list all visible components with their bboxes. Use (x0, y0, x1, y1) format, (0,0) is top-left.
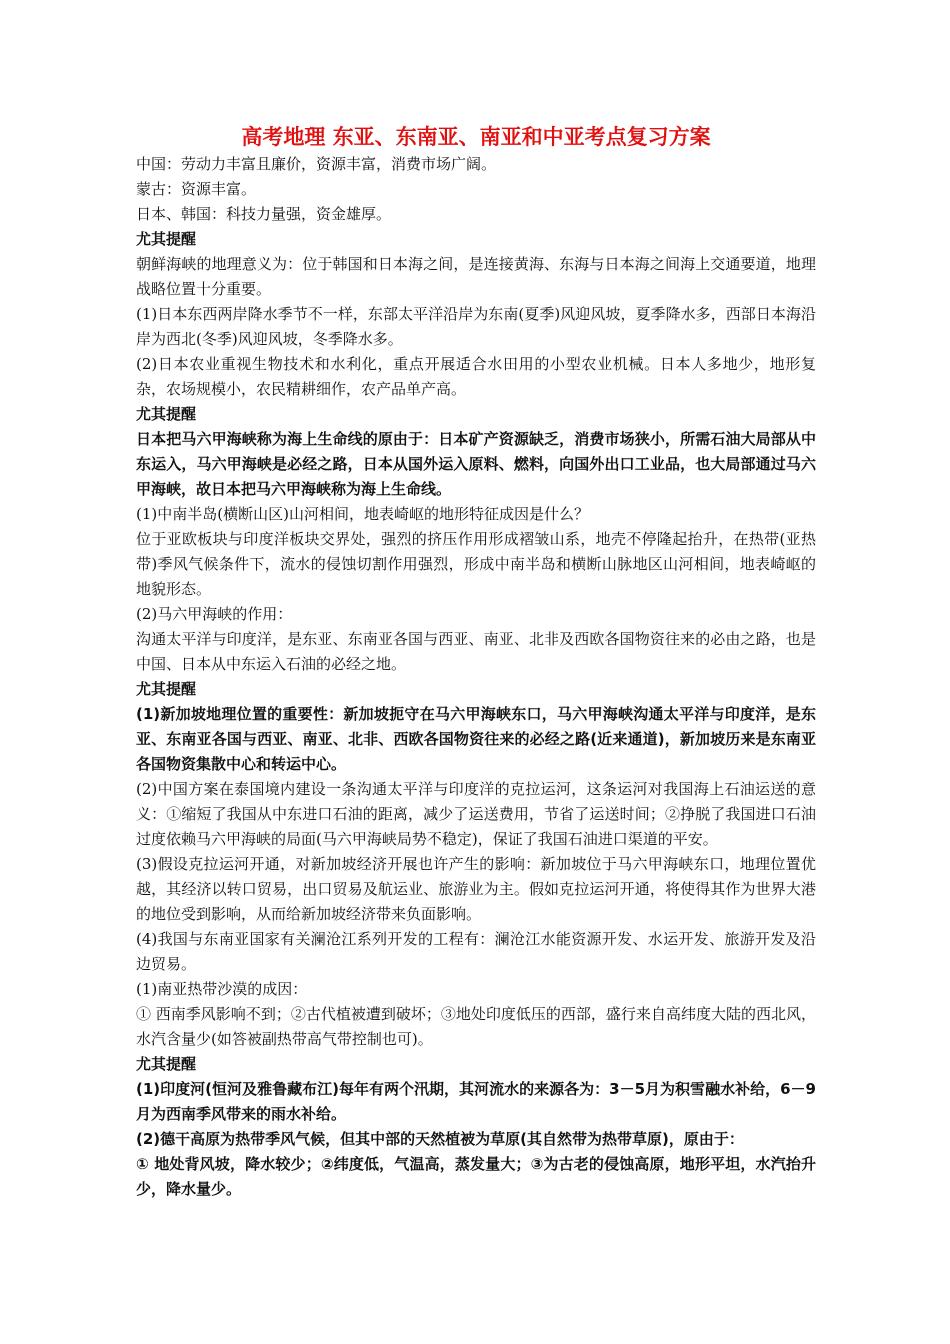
document-page (136, 122, 816, 1202)
section-heading: 尤其提醒 (136, 405, 197, 423)
paragraph: 日本、韩国：科技力量强，资金雄厚。 (136, 205, 392, 223)
paragraph: (4)我国与东南亚国家有关澜沧江系列开发的工程有：澜沧江水能资源开发、水运开发、旅游开发及沿边贸易。 (136, 930, 816, 973)
bold-paragraph: (1)新加坡地理位置的重要性：新加坡扼守在马六甲海峡东口，马六甲海峡沟通太平洋与印度洋，是东亚、东南亚各国与西亚、南亚、北非、西欧各国物资往来的必经之路(近来通道)，新加坡历来是东南亚各国物资集散中心和转运中心。 (136, 705, 816, 773)
section-heading: 尤其提醒 (136, 230, 197, 248)
paragraph: (1)南亚热带沙漠的成因： (136, 980, 308, 998)
paragraph: (3)假设克拉运河开通，对新加坡经济开展也许产生的影响：新加坡位于马六甲海峡东口，地理位置优越，其经济以转口贸易，出口贸易及航运业、旅游业为主。假如克拉运河开通，将使得其作为世界大港的地位受到影响，从而给新加坡经济带来负面影响。 (136, 855, 816, 923)
paragraph: (2)日本农业重视生物技术和水利化，重点开展适合水田用的小型农业机械。日本人多地少，地形复杂，农场规模小，农民精耕细作，农产品单产高。 (136, 355, 816, 398)
paragraph: 位于亚欧板块与印度洋板块交界处，强烈的挤压作用形成褶皱山系，地壳不停隆起抬升，在热带(亚热带)季风气候条件下，流水的侵蚀切割作用强烈，形成中南半岛和横断山脉地区山河相间，地表崎岖的地貌形态。 (136, 530, 816, 598)
paragraph: (1)中南半岛(横断山区)山河相间，地表崎岖的地形特征成因是什么？ (136, 505, 589, 523)
bold-paragraph: 日本把马六甲海峡称为海上生命线的原由于：日本矿产资源缺乏，消费市场狭小，所需石油大局部从中东运入，马六甲海峡是必经之路，日本从国外运入原料、燃料，向国外出口工业品，也大局部通过马六甲海峡，故日本把马六甲海峡称为海上生命线。 (136, 430, 816, 498)
document-title: 高考地理 东亚、东南亚、南亚和中亚考点复习方案 (241, 125, 711, 149)
paragraph: 中国：劳动力丰富且廉价，资源丰富，消费市场广阔。 (136, 155, 497, 173)
paragraph: 朝鲜海峡的地理意义为：位于韩国和日本海之间，是连接黄海、东海与日本海之间海上交通要道，地理战略位置十分重要。 (136, 255, 816, 298)
paragraph: (2)中国方案在泰国境内建设一条沟通太平洋与印度洋的克拉运河，这条运河对我国海上石油运送的意义：①缩短了我国从中东进口石油的距离，减少了运送费用，节省了运送时间；②挣脱了我国进口石油过度依赖马六甲海峡的局面(马六甲海峡局势不稳定)，保证了我国石油进口渠道的平安。 (136, 780, 816, 848)
section-heading: 尤其提醒 (136, 680, 197, 698)
bold-paragraph: ① 地处背风坡，降水较少；②纬度低，气温高，蒸发量大；③为古老的侵蚀高原，地形平坦，水汽抬升少，降水量少。 (136, 1155, 816, 1198)
paragraph: 蒙古：资源丰富。 (136, 180, 257, 198)
paragraph: 沟通太平洋与印度洋，是东亚、东南亚各国与西亚、南亚、北非及西欧各国物资往来的必由之路，也是中国、日本从中东运入石油的必经之地。 (136, 630, 816, 673)
section-heading: 尤其提醒 (136, 1055, 197, 1073)
bold-paragraph: (2)德干高原为热带季风气候，但其中部的天然植被为草原(其自然带为热带草原)，原由于： (136, 1130, 744, 1148)
paragraph: (2)马六甲海峡的作用： (136, 605, 293, 623)
paragraph: ① 西南季风影响不到；②古代植被遭到破坏；③地处印度低压的西部，盛行来自高纬度大陆的西北风，水汽含量少(如答被副热带高气带控制也可)。 (136, 1005, 816, 1048)
paragraph: (1)日本东西两岸降水季节不一样，东部太平洋沿岸为东南(夏季)风迎风坡，夏季降水多，西部日本海沿岸为西北(冬季)风迎风坡，冬季降水多。 (136, 305, 816, 348)
bold-paragraph: (1)印度河(恒河及雅鲁藏布江)每年有两个汛期，其河流水的来源各为：3－5月为积雪融水补给，6－9月为西南季风带来的雨水补给。 (136, 1080, 816, 1123)
